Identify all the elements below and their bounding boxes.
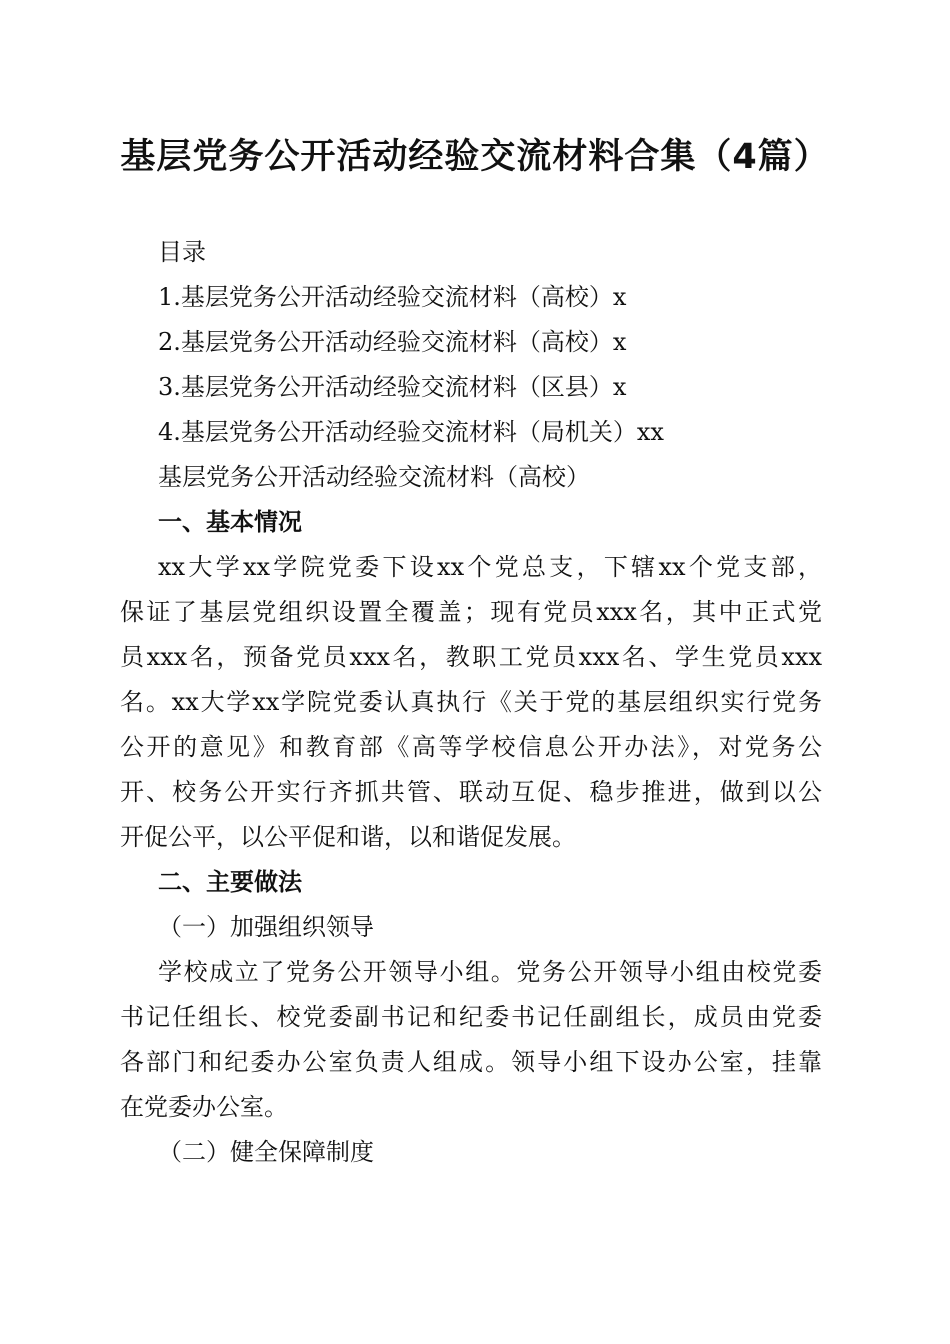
subsection-heading-leadership: （一）加强组织领导 (158, 913, 374, 941)
paragraph-line: 在党委办公室。 (120, 1093, 288, 1121)
subsection-heading-system: （二）健全保障制度 (158, 1138, 374, 1166)
paragraph-line: 学校成立了党务公开领导小组。党务公开领导小组由校党委 (158, 958, 822, 986)
section-heading-practices: 二、主要做法 (158, 868, 302, 896)
paragraph-line: 员xxx名，预备党员xxx名，教职工党员xxx名、学生党员xxx (120, 643, 822, 671)
paragraph-line: 保证了基层党组织设置全覆盖；现有党员xxx名，其中正式党 (120, 598, 822, 626)
toc-item-1: 1.基层党务公开活动经验交流材料（高校）x (158, 283, 627, 311)
paragraph-line: 书记任组长、校党委副书记和纪委书记任副组长，成员由党委 (120, 1003, 822, 1031)
paragraph-line: 开促公平，以公平促和谐，以和谐促发展。 (120, 823, 576, 851)
paragraph-line: 名。xx大学xx学院党委认真执行《关于党的基层组织实行党务 (120, 688, 822, 716)
paragraph-line: xx大学xx学院党委下设xx个党总支，下辖xx个党支部， (158, 553, 822, 581)
toc-item-2: 2.基层党务公开活动经验交流材料（高校）x (158, 328, 627, 356)
paragraph-line: 开、校务公开实行齐抓共管、联动互促、稳步推进，做到以公 (120, 778, 822, 806)
paragraph-line: 公开的意见》和教育部《高等学校信息公开办法》，对党务公 (120, 733, 822, 761)
document-title: 基层党务公开活动经验交流材料合集（4篇） (120, 137, 830, 177)
section-heading-basic: 一、基本情况 (158, 508, 302, 536)
toc-item-3: 3.基层党务公开活动经验交流材料（区县）x (158, 373, 627, 401)
toc-heading: 目录 (158, 238, 206, 266)
paragraph-line: 各部门和纪委办公室负责人组成。领导小组下设办公室，挂靠 (120, 1048, 822, 1076)
toc-item-4: 4.基层党务公开活动经验交流材料（局机关）xx (158, 418, 664, 446)
article-title: 基层党务公开活动经验交流材料（高校） (158, 463, 590, 491)
